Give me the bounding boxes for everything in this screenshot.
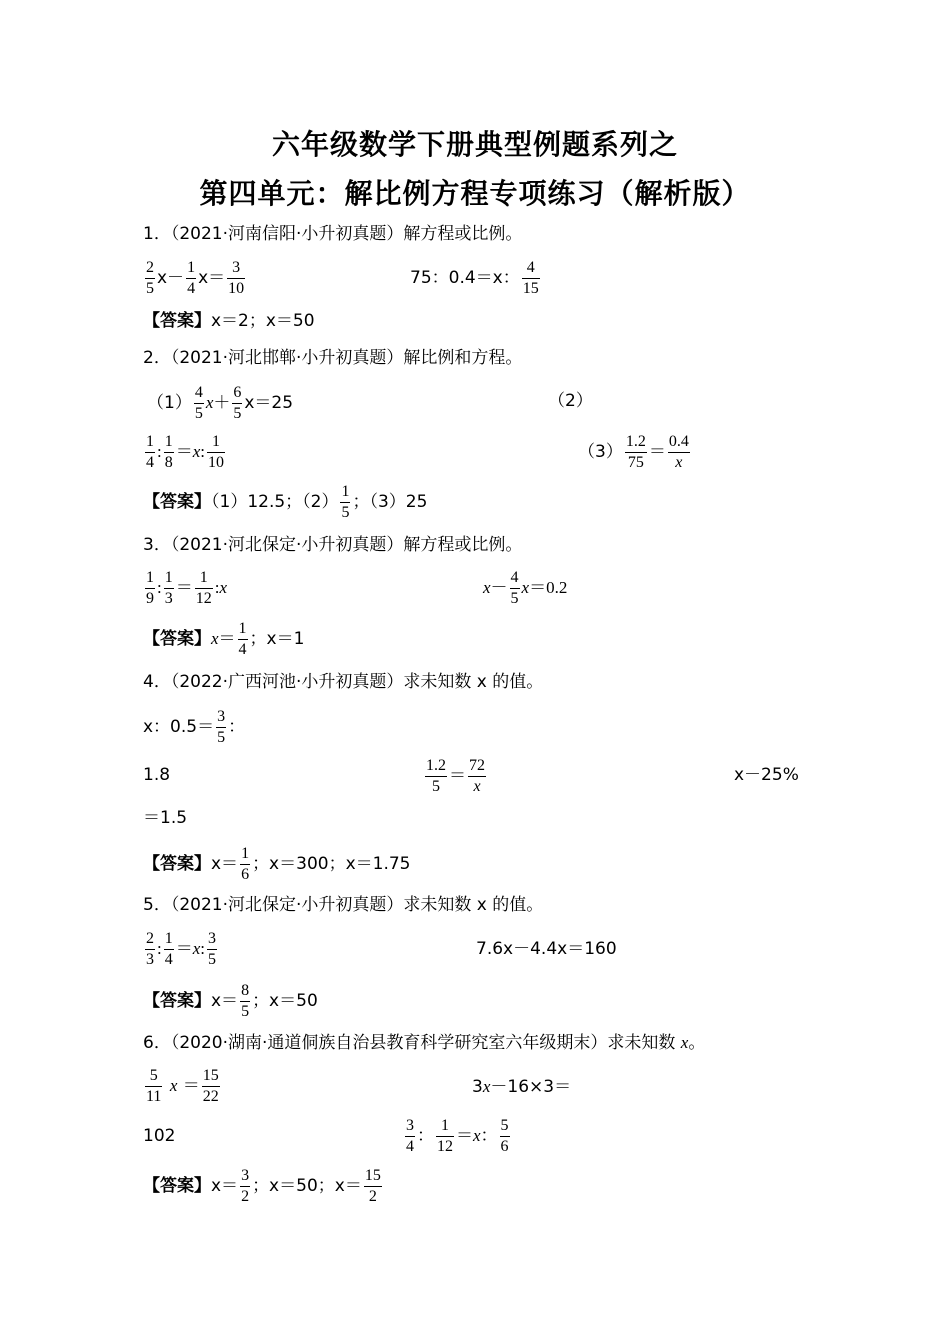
- fraction: $\frac{1}{3}$: [164, 569, 173, 607]
- fraction: $\frac{1}{9}$: [146, 569, 154, 607]
- fraction: $\frac{1}{12}$: [437, 1117, 453, 1155]
- q1-answer: 【答案】x＝2；x＝50: [143, 311, 315, 331]
- q5-answer: 【答案】x＝ $\frac{8}{5}$ ；x＝50: [143, 982, 318, 1020]
- q2-header: 2．（2021·河北邯郸·小升初真题）解比例和方程。: [143, 348, 523, 368]
- q1-equation-1: $\frac{2}{5}$ x－ $\frac{1}{4}$ x＝ $\frac{3}{10}$: [146, 259, 245, 297]
- q4-equation-1: x：0.5＝ $\frac{3}{5}$ ：: [143, 708, 246, 746]
- fraction: $\frac{3}{5}$: [217, 708, 226, 746]
- q4-equation-2: $\frac{1.2}{5}$ ＝ $\frac{72}{x}$: [426, 757, 485, 795]
- q6-equation-1: $\frac{5}{11}$ x ＝ $\frac{15}{22}$: [146, 1067, 219, 1105]
- q4-equation-1-continued: 1.8: [143, 765, 171, 785]
- q2-part-2-label: （2）: [548, 391, 593, 411]
- fraction: $\frac{1}{4}$: [187, 259, 196, 297]
- fraction: $\frac{4}{5}$: [194, 384, 203, 422]
- page-subtitle: 第四单元：解比例方程专项练习（解析版）: [199, 177, 751, 210]
- fraction: $\frac{1}{12}$: [195, 569, 212, 607]
- page-title: 六年级数学下册典型例题系列之: [271, 128, 678, 161]
- q5-header: 5．（2021·河北保定·小升初真题）求未知数 x 的值。: [143, 895, 544, 915]
- fraction: $\frac{15}{2}$: [364, 1167, 381, 1205]
- fraction: $\frac{1.2}{5}$: [426, 757, 446, 795]
- fraction: $\frac{5}{6}$: [500, 1117, 509, 1155]
- fraction: $\frac{1}{5}$: [341, 483, 350, 521]
- fraction: $\frac{2}{5}$: [146, 259, 154, 297]
- q4-equation-3-continued: ＝1.5: [143, 808, 188, 828]
- q2-part-2-equation: $\frac{1}{4}$ : $\frac{1}{8}$ ＝x: $\frac{1}{10}$: [146, 433, 225, 471]
- answer-label: 【答案】: [143, 492, 211, 513]
- fraction: $\frac{1}{6}$: [241, 845, 250, 883]
- q3-header: 3．（2021·河北保定·小升初真题）解方程或比例。: [143, 535, 523, 555]
- q5-equation-1: $\frac{2}{3}$ : $\frac{1}{4}$ ＝x: $\frac{3}{5}$: [146, 930, 217, 968]
- q3-equation-1: $\frac{1}{9}$ : $\frac{1}{3}$ ＝ $\frac{1}{12}$ :x: [146, 569, 228, 607]
- q5-equation-2: 7.6x－4.4x＝160: [476, 939, 617, 959]
- fraction: $\frac{3}{4}$: [406, 1117, 414, 1155]
- q1-equation-2: 75：0.4＝x： $\frac{4}{15}$: [410, 259, 539, 297]
- fraction: $\frac{5}{11}$: [146, 1067, 162, 1105]
- q2-part-3: （3） $\frac{1.2}{75}$ ＝ $\frac{0.4}{x}$: [578, 433, 689, 471]
- q4-equation-3: x－25%: [734, 765, 799, 785]
- q2-part-1: （1） $\frac{4}{5}$ x＋ $\frac{6}{5}$ x＝25: [147, 384, 294, 422]
- fraction: $\frac{4}{5}$: [510, 569, 519, 607]
- fraction: $\frac{3}{5}$: [208, 930, 217, 968]
- fraction: $\frac{3}{10}$: [228, 259, 245, 297]
- fraction: $\frac{6}{5}$: [233, 384, 242, 422]
- answer-label: 【答案】: [143, 311, 211, 331]
- fraction: $\frac{4}{15}$: [522, 259, 539, 297]
- q6-answer: 【答案】x＝ $\frac{3}{2}$ ；x＝50；x＝ $\frac{15}{2}$: [143, 1167, 381, 1205]
- answer-label: 【答案】: [143, 1176, 211, 1197]
- fraction: $\frac{72}{x}$: [469, 757, 485, 795]
- q6-equation-3: $\frac{3}{4}$ ： $\frac{1}{12}$ ＝x： $\frac{5}{6}$: [406, 1117, 509, 1155]
- fraction: $\frac{0.4}{x}$: [668, 433, 689, 471]
- q4-header: 4．（2022·广西河池·小升初真题）求未知数 x 的值。: [143, 672, 544, 692]
- fraction: $\frac{8}{5}$: [241, 982, 250, 1020]
- fraction: $\frac{2}{3}$: [146, 930, 154, 968]
- q3-answer: 【答案】x＝ $\frac{1}{4}$ ；x＝1: [143, 620, 305, 658]
- fraction: $\frac{3}{2}$: [241, 1167, 250, 1205]
- answer-label: 【答案】: [143, 854, 211, 875]
- answer-label: 【答案】: [143, 629, 211, 650]
- fraction: $\frac{1}{10}$: [208, 433, 225, 471]
- q3-equation-2: x－ $\frac{4}{5}$ x＝0.2: [483, 569, 568, 607]
- fraction: $\frac{1}{4}$: [146, 433, 154, 471]
- answer-label: 【答案】: [143, 991, 211, 1012]
- q6-equation-2-continued: 102: [143, 1126, 176, 1146]
- fraction: $\frac{1.2}{75}$: [625, 433, 646, 471]
- q4-answer: 【答案】x＝ $\frac{1}{6}$ ；x＝300；x＝1.75: [143, 845, 411, 883]
- q6-equation-2: 3x－16×3＝: [472, 1077, 572, 1097]
- fraction: $\frac{1}{4}$: [238, 620, 247, 658]
- fraction: $\frac{15}{22}$: [202, 1067, 219, 1105]
- fraction: $\frac{1}{4}$: [164, 930, 173, 968]
- fraction: $\frac{1}{8}$: [164, 433, 173, 471]
- q6-header: 6．（2020·湖南·通道侗族自治县教育科学研究室六年级期末）求未知数 x。: [143, 1033, 706, 1053]
- q1-header: 1．（2021·河南信阳·小升初真题）解方程或比例。: [143, 224, 523, 244]
- q2-answer: 【答案】（1）12.5；（2） $\frac{1}{5}$ ；（3）25: [143, 483, 428, 521]
